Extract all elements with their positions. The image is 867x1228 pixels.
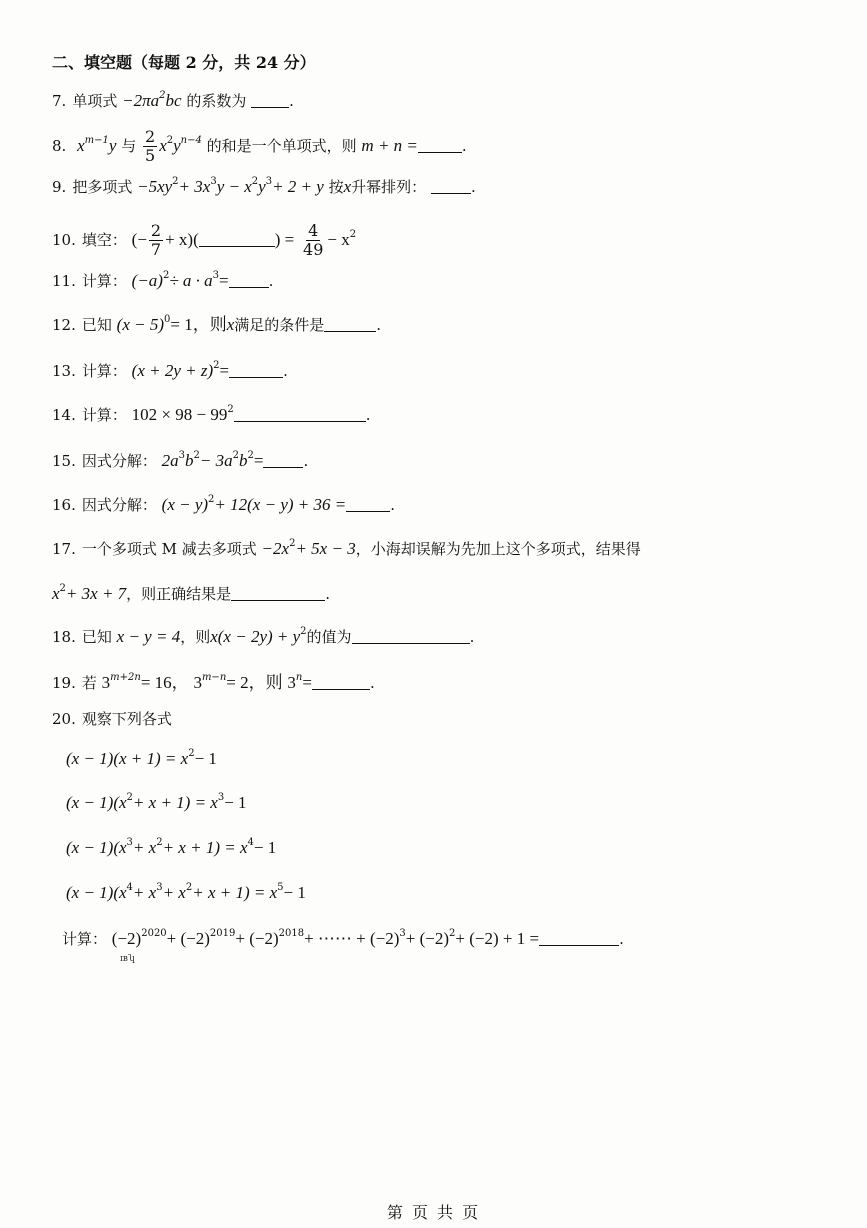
answer-blank[interactable] (251, 93, 289, 108)
formula-3: $(x - 1)(x^3+ x^2+ x + 1) = x^4- 1$ (66, 837, 277, 857)
question-18: 18. 已知 x − y = 4，则$x(x - 2y) + y^2$的值为 . (52, 626, 475, 646)
question-13: 13. 计算： $(x + 2y + z)^2=$ . (52, 360, 288, 380)
question-15: 15. 因式分解： $2a^3b^2- 3a^2b^2=$ . (52, 450, 309, 470)
answer-blank[interactable] (231, 586, 325, 601)
question-17: 17. 一个多项式 M 减去多项式 $-2x^2+ 5x - 3$，小海却误解为先加上这个多项式，结果得 (52, 538, 641, 558)
formula-2: $(x - 1)(x^2+ x + 1) = x^3- 1$ (66, 792, 247, 812)
question-11: 11. 计算： $(-a)^2\div a \cdot a^3=$ . (52, 270, 274, 290)
question-16: 16. 因式分解： $(x - y)^2+ 12(x - y) + 36$ = . (52, 494, 396, 514)
answer-blank[interactable] (352, 629, 470, 644)
question-7: 7. 单项式 $-2\pi a^2bc$ 的系数为 . (52, 90, 294, 110)
answer-blank[interactable] (234, 407, 366, 422)
handwritten-mark: ɪʙʮ (120, 954, 135, 964)
answer-blank[interactable] (418, 138, 462, 153)
answer-blank[interactable] (199, 232, 275, 247)
answer-blank[interactable] (229, 363, 283, 378)
question-8: 8. $x^{m-1}y$ 与 $\frac{2}{5}$ $x^2y^{n-4}$ 的和是一个单项式，则 m + n = . (52, 127, 467, 166)
formula-4: $(x - 1)(x^4+ x^3+ x^2+ x + 1) = x^5- 1$ (66, 882, 306, 902)
page-footer: 第 页 共 页 (386, 1203, 481, 1222)
question-17-line2: $x^2+ 3x + 7$，则正确结果是 . (52, 583, 330, 603)
answer-blank[interactable] (312, 675, 370, 690)
answer-blank[interactable] (229, 273, 269, 288)
question-19: 19. 若 $3^{m+2n}= 16$， $3^{m-n}= 2$，则 $3^n=$ . (52, 672, 375, 692)
section-heading: 二、填空题（每题 2 分，共 24 分） (52, 53, 316, 72)
answer-blank[interactable] (324, 317, 376, 332)
question-10: 10. 填空： (− $\frac{2}{7}$ + x)( ) = $\frac{4}{49}$ − $x^2$ (52, 221, 357, 260)
answer-blank[interactable] (346, 497, 390, 512)
question-20: 20. 观察下列各式 (52, 710, 172, 728)
question-14: 14. 计算： $102 \times 98 - 99^2$ . (52, 404, 371, 424)
fraction: $\frac{2}{5}$ (145, 127, 156, 166)
question-9: 9. 把多项式 $-5xy^2+ 3x^3y - x^2y^3+ 2 + y$ 按x升幂排列： . (52, 176, 476, 196)
answer-blank[interactable] (431, 179, 471, 194)
answer-blank[interactable] (263, 453, 303, 468)
question-12: 12. 已知 $(x - 5)^0= 1$，则x满足的条件是 . (52, 314, 382, 334)
calc-expression: 计算： $(-2)^{2020}+ (-2)^{2019}+ (-2)^{2018}+$ ⋯⋯ + $(-2)^3+ (-2)^2+ (-2) + 1$ = . (62, 928, 624, 948)
formula-1: $(x - 1)(x + 1) = x^2- 1$ (66, 748, 217, 768)
answer-blank[interactable] (539, 931, 619, 946)
